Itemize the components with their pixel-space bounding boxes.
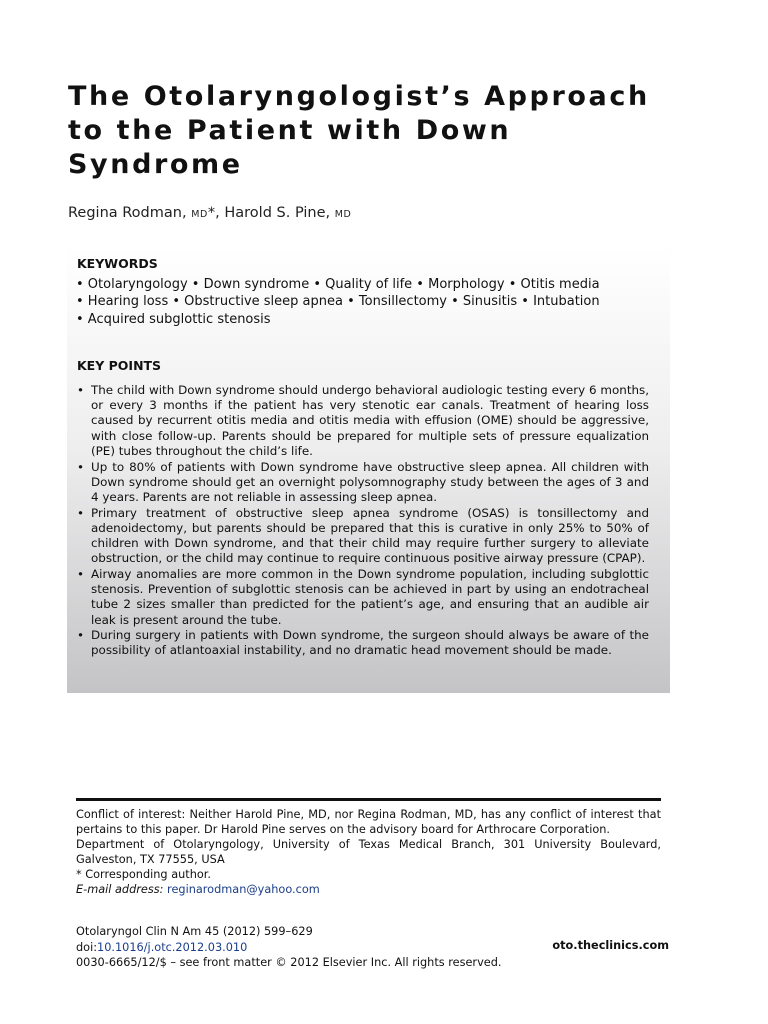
bullet-glyph: •: [77, 566, 85, 581]
bullet-glyph: •: [77, 459, 85, 474]
key-point-text: Airway anomalies are more common in the Down syndrome population, including subglottic stenosis. Prevention of subglottic stenosis can be achieved in part by using an endotracheal tube 2 sizes smaller than predicted for the patient’s age, and ensuring that an audible air leak is present around the tube.: [91, 566, 649, 627]
doi-line: [76, 940, 501, 956]
bullet-glyph: •: [77, 505, 85, 520]
email-link[interactable]: reginarodman@yahoo.com: [167, 883, 320, 896]
email-line: [76, 882, 661, 897]
email-label: E-mail address:: [76, 883, 164, 896]
author-line: [68, 205, 351, 221]
article-title-line-1: The Otolaryngologist’s Approach: [68, 81, 650, 112]
article-title-line-2: to the Patient with Down: [68, 115, 512, 146]
key-point-text: Up to 80% of patients with Down syndrome have obstructive sleep apnea. All children with Down syndrome should get an overnight polysomnography study between the ages of 3 and 4 years. Parents are not reliable in assessing sleep apnea.: [91, 459, 649, 504]
doi-prefix: doi:: [76, 940, 98, 954]
journal-url[interactable]: oto.theclinics.com: [552, 939, 669, 952]
corresponding-author-note: * Corresponding author.: [76, 868, 211, 881]
key-points-list: [77, 383, 649, 659]
footnote-divider: [76, 798, 661, 801]
key-point-item: [77, 506, 649, 567]
abstract-box: [67, 246, 670, 693]
corresponding-mark: *,: [207, 205, 220, 221]
key-point-item: [77, 383, 649, 459]
author-name: Regina Rodman,: [68, 205, 187, 221]
author-degree: MD: [334, 209, 352, 220]
author-name: Harold S. Pine,: [224, 205, 331, 221]
key-point-item: [77, 628, 649, 658]
key-points-heading: KEY POINTS: [77, 358, 162, 373]
key-point-item: [77, 460, 649, 506]
keywords-line: • Otolaryngology • Down syndrome • Quality of life • Morphology • Otitis media: [76, 277, 600, 292]
bullet-glyph: •: [77, 628, 85, 643]
citation-block: [76, 924, 501, 971]
bullet-glyph: •: [77, 383, 85, 397]
doi-link[interactable]: 10.1016/j.otc.2012.03.010: [97, 940, 248, 954]
article-title: [68, 80, 708, 182]
keywords-line: • Hearing loss • Obstructive sleep apnea • Tonsillectomy • Sinusitis • Intubation: [76, 294, 600, 309]
key-point-text: Primary treatment of obstructive sleep apnea syndrome (OSAS) is tonsillectomy and adenoidectomy, but parents should be prepared that this is curative in only 25% to 50% of children with Down syndrome, and that their child may require further surgery to alleviate obstruction, or the child may continue to require continuous positive airway pressure (CPAP).: [91, 505, 649, 566]
article-title-line-3: Syndrome: [68, 149, 243, 180]
key-point-item: [77, 567, 649, 628]
conflict-of-interest-note: Conflict of interest: Neither Harold Pine, MD, nor Regina Rodman, MD, has any conflict of interest that pertains to this paper. Dr Harold Pine serves on the advisory board for Arthrocare Corporation.: [76, 808, 661, 836]
key-point-text: During surgery in patients with Down syndrome, the surgeon should always be aware of the possibility of atlantoaxial instability, and no dramatic head movement should be made.: [91, 628, 649, 658]
keywords-line: • Acquired subglottic stenosis: [76, 312, 271, 327]
footnotes: [76, 807, 661, 897]
keywords-heading: KEYWORDS: [77, 256, 158, 271]
affiliation-note: Department of Otolaryngology, University of Texas Medical Branch, 301 University Boulevard, Galveston, TX 77555, USA: [76, 838, 661, 866]
rights-line: 0030-6665/12/$ – see front matter © 2012 Elsevier Inc. All rights reserved.: [76, 956, 502, 969]
journal-citation: Otolaryngol Clin N Am 45 (2012) 599–629: [76, 925, 313, 938]
key-point-text: The child with Down syndrome should undergo behavioral audiologic testing every 6 months, or every 3 months if the patient has very stenotic ear canals. Treatment of hearing loss caused by recurrent otitis media and otitis media with effusion (OME) should be aggressive, with close follow-up. Parents should be prepared for multiple sets of pressure equalization (PE) tubes throughout the child’s life.: [91, 383, 649, 458]
author-degree: MD: [191, 209, 208, 220]
